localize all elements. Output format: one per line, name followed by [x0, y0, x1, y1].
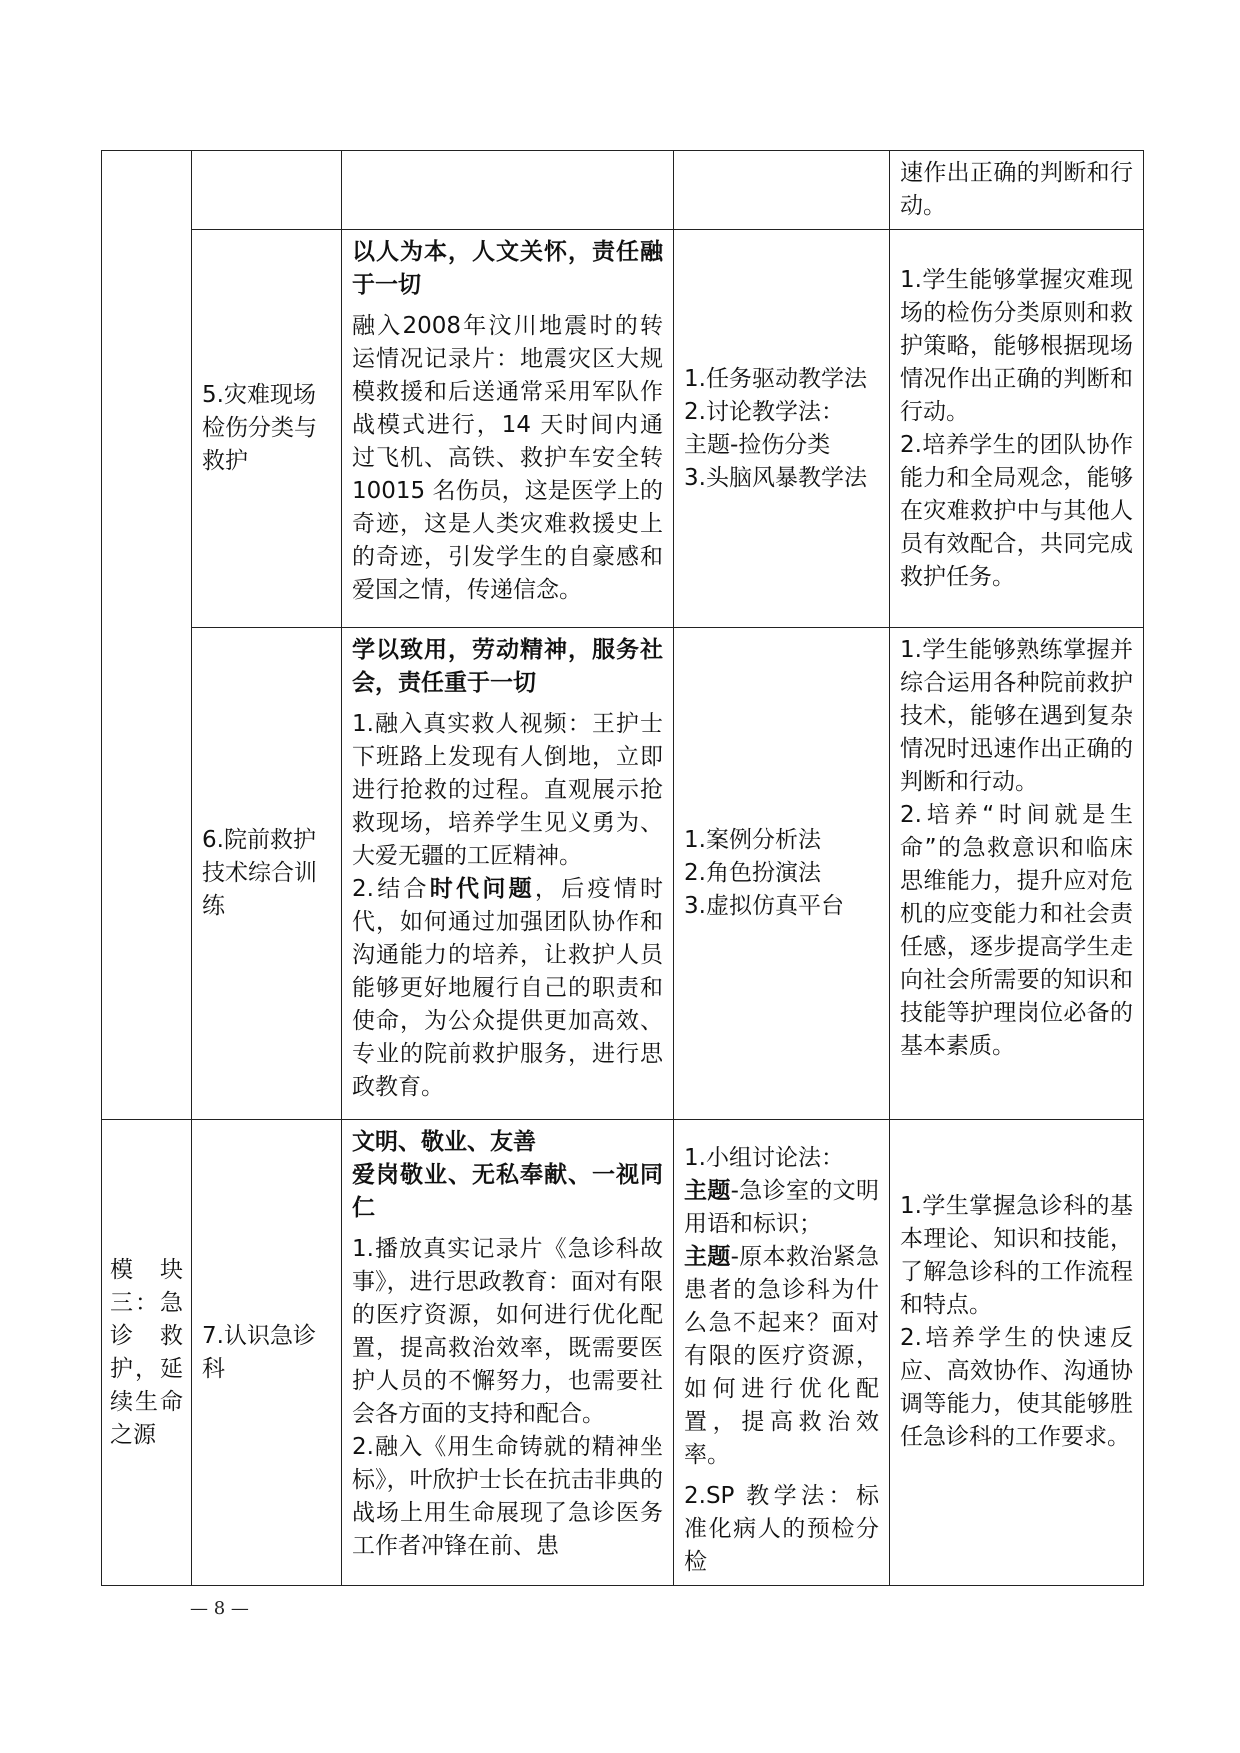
table-row-7 — [102, 1120, 1144, 1586]
objectives-cell: 速作出正确的判断和行动。 — [890, 151, 1144, 230]
method-item: 3.虚拟仿真平台 — [684, 893, 844, 919]
objective-item: 1.学生能够熟练掌握并综合运用各种院前救护技术，能够在遇到复杂情况时迅速作出正确的判断和行动。 — [900, 637, 1133, 795]
method-item: 3.头脑风暴教学法 — [684, 464, 867, 491]
methods-cell — [674, 628, 890, 1120]
methods-cell-empty — [674, 151, 890, 230]
content-text-pre: 2.结合 — [352, 876, 430, 902]
objective-item: 2.培养学生的快速反应、高效协作、沟通协调等能力，使其能够胜任急诊科的工作要求。 — [900, 1325, 1133, 1450]
content-cell-empty — [342, 151, 674, 230]
method-item: 2.SP 教学法：标准化病人的预检分检 — [684, 1483, 879, 1575]
content-text — [352, 873, 663, 1104]
content-text: 2.融入《用生命铸就的精神坐标》，叶欣护士长在抗击非典的战场上用生命展现了急诊医务工作者冲锋在前、患 — [352, 1434, 663, 1559]
table-row-6 — [102, 628, 1144, 1120]
topic-cell: 7.认识急诊科 — [192, 1120, 342, 1586]
content-cell — [342, 628, 674, 1120]
content-cell — [342, 230, 674, 628]
method-text: -急诊室的文明用语和标识； — [684, 1178, 879, 1237]
objectives-cell — [890, 1120, 1144, 1586]
methods-cell — [674, 230, 890, 628]
methods-cell — [674, 1120, 890, 1586]
objective-item: 2.培养学生的团队协作能力和全局观念，能够在灾难救护中与其他人员有效配合，共同完成救护任务。 — [900, 431, 1133, 590]
content-text-bold: 时代问题 — [429, 876, 535, 902]
method-item: 2.角色扮演法 — [684, 860, 821, 886]
curriculum-table — [101, 150, 1144, 1586]
content-cell — [342, 1120, 674, 1586]
topic-cell: 5.灾难现场检伤分类与救护 — [192, 230, 342, 628]
content-text: 1.融入真实救人视频：王护士下班路上发现有人倒地，立即进行抢救的过程。直观展示抢救现场，培养学生见义勇为、大爱无疆的工匠精神。 — [352, 711, 663, 869]
method-item: 主题-捡伤分类 — [684, 431, 831, 458]
objectives-cell — [890, 628, 1144, 1120]
topic-cell-empty — [192, 151, 342, 230]
theme-heading: 爱岗敬业、无私奉献、一视同仁 — [352, 1162, 663, 1221]
theme-heading: 学以致用，劳动精神，服务社会，责任重于一切 — [352, 637, 663, 696]
method-item: 2.讨论教学法： — [684, 398, 844, 425]
module-cell-empty — [102, 151, 192, 1120]
topic-cell: 6.院前救护技术综合训练 — [192, 628, 342, 1120]
content-text-post: ，后疫情时代，如何通过加强团队协作和沟通能力的培养，让救护人员能够更好地履行自己的职责和使命，为公众提供更加高效、专业的院前救护服务，进行思政教育。 — [352, 876, 663, 1100]
objective-item: 1.学生能够掌握灾难现场的检伤分类原则和救护策略，能够根据现场情况作出正确的判断和行动。 — [900, 266, 1133, 425]
objectives-cell — [890, 230, 1144, 628]
theme-heading: 以人为本，人文关怀，责任融于一切 — [352, 239, 663, 298]
method-text: -原本救治紧急患者的急诊科为什么急不起来？面对有限的医疗资源，如何进行优化配置，提高救治效率。 — [684, 1244, 879, 1468]
method-label: 主题 — [684, 1244, 731, 1270]
content-text: 融入2008年汶川地震时的转运情况记录片：地震灾区大规模救援和后送通常采用军队作战模式进行，14 天时间内通过飞机、高铁、救护车安全转 10015 名伤员，这是医学上的奇迹，这是人类灾难救援史上的奇迹，引发学生的自豪感和爱国之情，传递信念。 — [352, 313, 663, 603]
method-item — [684, 1175, 879, 1241]
table-row-5 — [102, 230, 1144, 628]
theme-heading: 文明、敬业、友善 — [352, 1129, 536, 1155]
method-item: 1.任务驱动教学法 — [684, 365, 867, 392]
page-number: — 8 — — [190, 1598, 249, 1619]
module-cell: 模块三：急诊救护，延续生命之源 — [102, 1120, 192, 1586]
objective-item: 2.培养“时间就是生命”的急救意识和临床思维能力，提升应对危机的应变能力和社会责任感，逐步提高学生走向社会所需要的知识和技能等护理岗位必备的基本素质。 — [900, 802, 1133, 1059]
method-label: 主题 — [684, 1178, 731, 1204]
objective-item: 1.学生掌握急诊科的基本理论、知识和技能，了解急诊科的工作流程和特点。 — [900, 1193, 1133, 1318]
method-item: 1.小组讨论法： — [684, 1145, 844, 1171]
table-row-continued — [102, 151, 1144, 230]
content-text: 1.播放真实记录片《急诊科故事》，进行思政教育：面对有限的医疗资源，如何进行优化配置，提高救治效率，既需要医护人员的不懈努力，也需要社会各方面的支持和配合。 — [352, 1236, 663, 1427]
method-item — [684, 1241, 879, 1472]
method-item: 1.案例分析法 — [684, 827, 821, 853]
